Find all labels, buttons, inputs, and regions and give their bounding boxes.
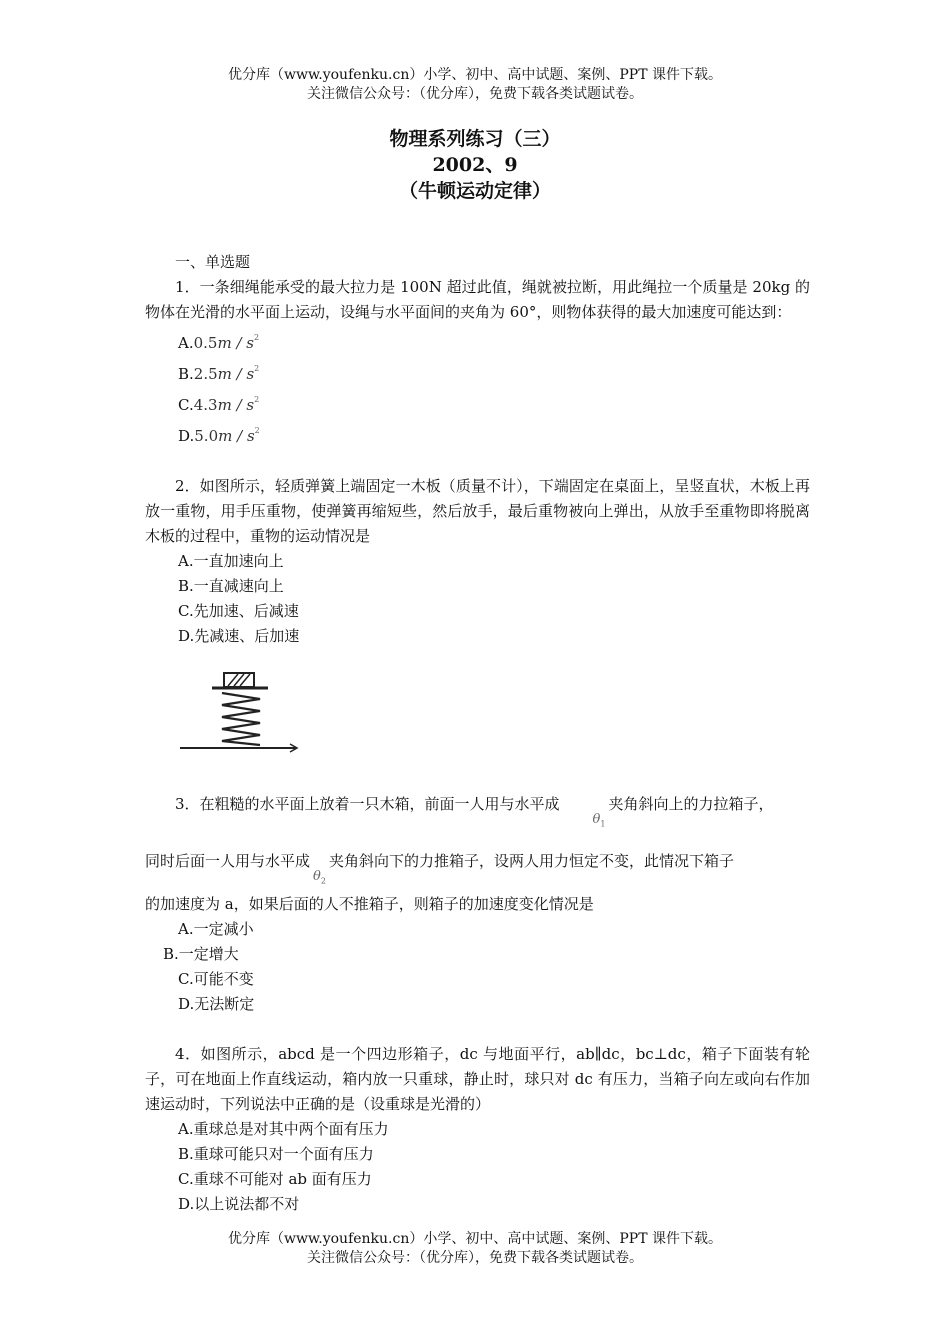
section-heading: 一、单选题 xyxy=(175,253,251,271)
page-footer xyxy=(0,1230,950,1268)
question-3-line-1: 3．在粗糙的水平面上放着一只木箱，前面一人用与水平成$\theta_1$夹角斜向上的力拉箱子， xyxy=(145,779,810,836)
page-title xyxy=(0,126,950,204)
question-3-line-2: 同时后面一人用与水平成$\theta_2$夹角斜向下的力推箱子，设两人用力恒定不变，此情况下箱子 xyxy=(145,836,810,893)
exercise-content xyxy=(145,250,810,1217)
q2-option-d: D.先减速、后加速 xyxy=(178,627,300,645)
q1-option-a: $A.0.5m / s^2$ xyxy=(178,333,260,352)
spring-diagram xyxy=(178,659,303,759)
q4-option-b: B.重球可能只对一个面有压力 xyxy=(178,1145,374,1164)
q4-option-a: A.重球总是对其中两个面有压力 xyxy=(178,1120,389,1139)
footer-line-2: 关注微信公众号：（优分库），免费下载各类试题试卷。 xyxy=(307,1250,643,1266)
question-4: 4．如图所示，abcd 是一个四边形箱子，dc 与地面平行，ab∥dc，bc⊥dc，箱子下面装有轮子，可在地面上作直线运动，箱内放一只重球，静止时，球只对 dc 有压力，当箱子向左或向右作加速运动时，下列说法中正确的是（设重球是光滑的） xyxy=(145,1045,810,1114)
q2-option-b: B.一直减速向上 xyxy=(178,577,284,595)
page-header xyxy=(0,66,950,104)
q3-option-d: D.无法断定 xyxy=(178,995,255,1014)
q1-option-d: $D.5.0m / s^2$ xyxy=(178,426,260,445)
q1-option-b: $B.2.5m / s^2$ xyxy=(178,364,260,383)
q2-option-c: C.先加速、后减速 xyxy=(178,602,299,620)
q3-option-b: B.一定增大 xyxy=(163,945,239,964)
q4-option-d: D.以上说法都不对 xyxy=(178,1195,300,1214)
question-3-line-3: 的加速度为 a，如果后面的人不推箱子，则箱子的加速度变化情况是 xyxy=(145,895,594,914)
q3-option-c: C.可能不变 xyxy=(178,970,254,989)
theta-1-symbol: $\theta_1$ xyxy=(592,812,606,829)
question-2: 2．如图所示，轻质弹簧上端固定一木板（质量不计），下端固定在桌面上，呈竖直状，木板上再放一重物，用手压重物，使弹簧再缩短些，然后放手，最后重物被向上弹出，从放手至重物即将脱离木板的过程中，重物的运动情况是 xyxy=(145,477,810,545)
spring-figure xyxy=(145,649,810,779)
q1-option-c: $C.4.3m / s^2$ xyxy=(178,395,260,414)
q4-option-c: C.重球不可能对 ab 面有压力 xyxy=(178,1170,372,1189)
footer-line-1: 优分库（www.youfenku.cn）小学、初中、高中试题、案例、PPT 课件下载。 xyxy=(227,1231,722,1247)
header-line-1: 优分库（www.youfenku.cn）小学、初中、高中试题、案例、PPT 课件下载。 xyxy=(227,67,722,83)
theta-2-symbol: $\theta_2$ xyxy=(313,868,326,886)
header-line-2: 关注微信公众号：（优分库），免费下载各类试题试卷。 xyxy=(307,86,643,102)
q2-option-a: A.一直加速向上 xyxy=(178,552,284,570)
question-1: 1．一条细绳能承受的最大拉力是 100N 超过此值，绳就被拉断，用此绳拉一个质量是 20kg 的物体在光滑的水平面上运动，设绳与水平面间的夹角为 60°，则物体获得的最大加速度可能达到： xyxy=(145,278,810,321)
q3-option-a: A.一定减小 xyxy=(178,920,254,939)
title-line-1: 物理系列练习（三） xyxy=(389,128,561,150)
title-line-3: （牛顿运动定律） xyxy=(398,180,551,202)
title-line-2: 2002、9 xyxy=(432,154,518,176)
